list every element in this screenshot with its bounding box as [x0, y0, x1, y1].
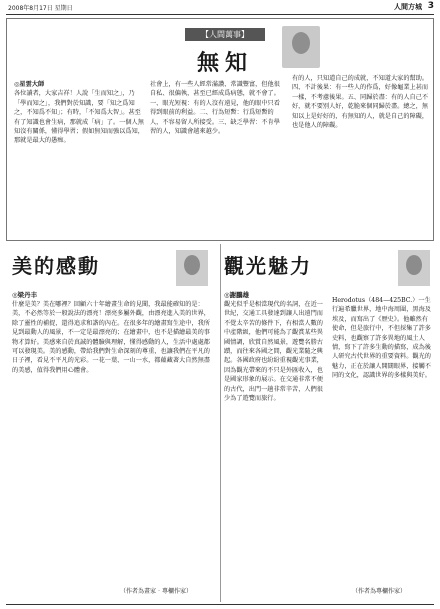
right-article-title: 觀光魅力 — [224, 254, 312, 278]
left-article-title: 美的感動 — [12, 254, 100, 278]
left-article-credit: （作者為畫家‧專欄作家） — [120, 588, 193, 595]
portrait-icon — [292, 32, 310, 54]
author-photo — [282, 26, 320, 68]
author-photo — [176, 250, 208, 286]
article-paragraph: 觀光似乎是相當現代的名詞，在近一世紀，交通工具發達到讓人出遠門而不覺太辛苦的條件下，有相當人數的中產階級，他們可能為了觀賞某些異國情調，欣賞自然風景，遊覽名勝古蹟，而往來各國之間，觀光業隨之興起。各國政府也紛紛重視觀光事業，因為觀光帶來的不只是外匯收入，也是國家形象的展示。在交通非常不便的古代，出門一趟非常辛苦，人們很少為了遊覽而旅行。 — [224, 301, 323, 403]
right-article-credit: （作者為專欄作家） — [352, 588, 407, 595]
column-divider — [220, 244, 221, 602]
right-article-col1 — [224, 300, 324, 582]
author-photo — [398, 250, 430, 286]
top-article-col1 — [14, 80, 144, 235]
section-name: 人間方城 — [394, 3, 422, 11]
article-paragraph: Herodotus（484—425BC.）一生行遍希臘世界，地中海周圍，黑海及埃及，而寫出了《歷史》。他雖然有使命，但是旅行中，不但採集了許多史料，也觀察了許多異地的風土人情，寫下了許多生動的描寫，成為後人研究古代世界的重要資料。觀光的魅力，正在於讓人開闊眼界，接觸不同的文化，認識世界的多樣與美好。 — [332, 297, 431, 380]
article-paragraph: 各位讀者，大家吉祥！人說「生而知之」，乃「學而知之」，我們對於知識，要「知之爲知之，不知爲不知」；有時，「不知爲大智」。甚至有了知識也會生病，那就成「病」了。一個人無知沒有關係，懂得學習；假如無知而強以爲知，那就是最大的愚痴。 — [14, 90, 144, 145]
article-paragraph: 有的人，只知道自己的成就，不知道大家的幫助。四、不計後果：有一些人的作爲，好像龜業上甚而一樣，不考慮後果。五、同歸於盡：有的人自己不好，就不要別人好，乾脆來個同歸於盡。總之，無知以上是好好的，有無知的人，就是自己的障礙，也是他人的障礙。 — [292, 75, 429, 130]
header-rule — [6, 14, 434, 15]
left-article-body — [12, 300, 212, 582]
article-paragraph: 什麼是美？美在哪裡？回顧六十年繪畫生命的見聞，我最能確知的是：美，不必然等於一般說法的漂亮！漂亮多屬外觀，由漂亮進入美的世界，除了靈性的補捉，還得追求和諧的內在。在很多年的繪畫寫生途中，我所見到最動人的風景，不一定是最漂亮的；在繪畫中，也不是描繪最美的事物才算好。美感來自於真誠的體驗與理解，懂得感動的人，生活中處處都可以發現美。美的感動，帶給我們對生命深刻的尊重，也讓我們在平凡的日子裡，看見不平凡的光彩。一花一葉、一山一水，都蘊藏著大自然無盡的美感，值得我們用心體會。 — [12, 301, 210, 374]
issue-date: 2008年8月17日 星期日 — [8, 5, 73, 12]
portrait-icon — [184, 255, 200, 275]
article-kicker: 【人間萬事】 — [185, 28, 265, 41]
portrait-icon — [406, 255, 422, 275]
article-paragraph: 社會上，有一些人經常滿讚、常識豐富，但他很自私、很偏執，甚至已經成爲病態，就不會了。一、眼光短視：有的人沒有遠見，他的眼中只看得到眼前的利益。二、行為短暫：行爲短暫的人，不容易留人所接受。三、缺乏學習：不肯學習的人，知識會越來越少。 — [150, 81, 280, 136]
top-article-col2 — [150, 80, 285, 235]
right-article-col2 — [332, 296, 434, 578]
page-number: 3 — [427, 1, 434, 11]
right-article-author: ◎謝鵬雄 — [224, 291, 250, 299]
left-article-author: ◎梁丹丰 — [12, 291, 38, 299]
footer-rule — [6, 604, 434, 605]
article-author: ◎星雲大師 — [14, 81, 45, 88]
article-title: 無知 — [196, 50, 253, 76]
